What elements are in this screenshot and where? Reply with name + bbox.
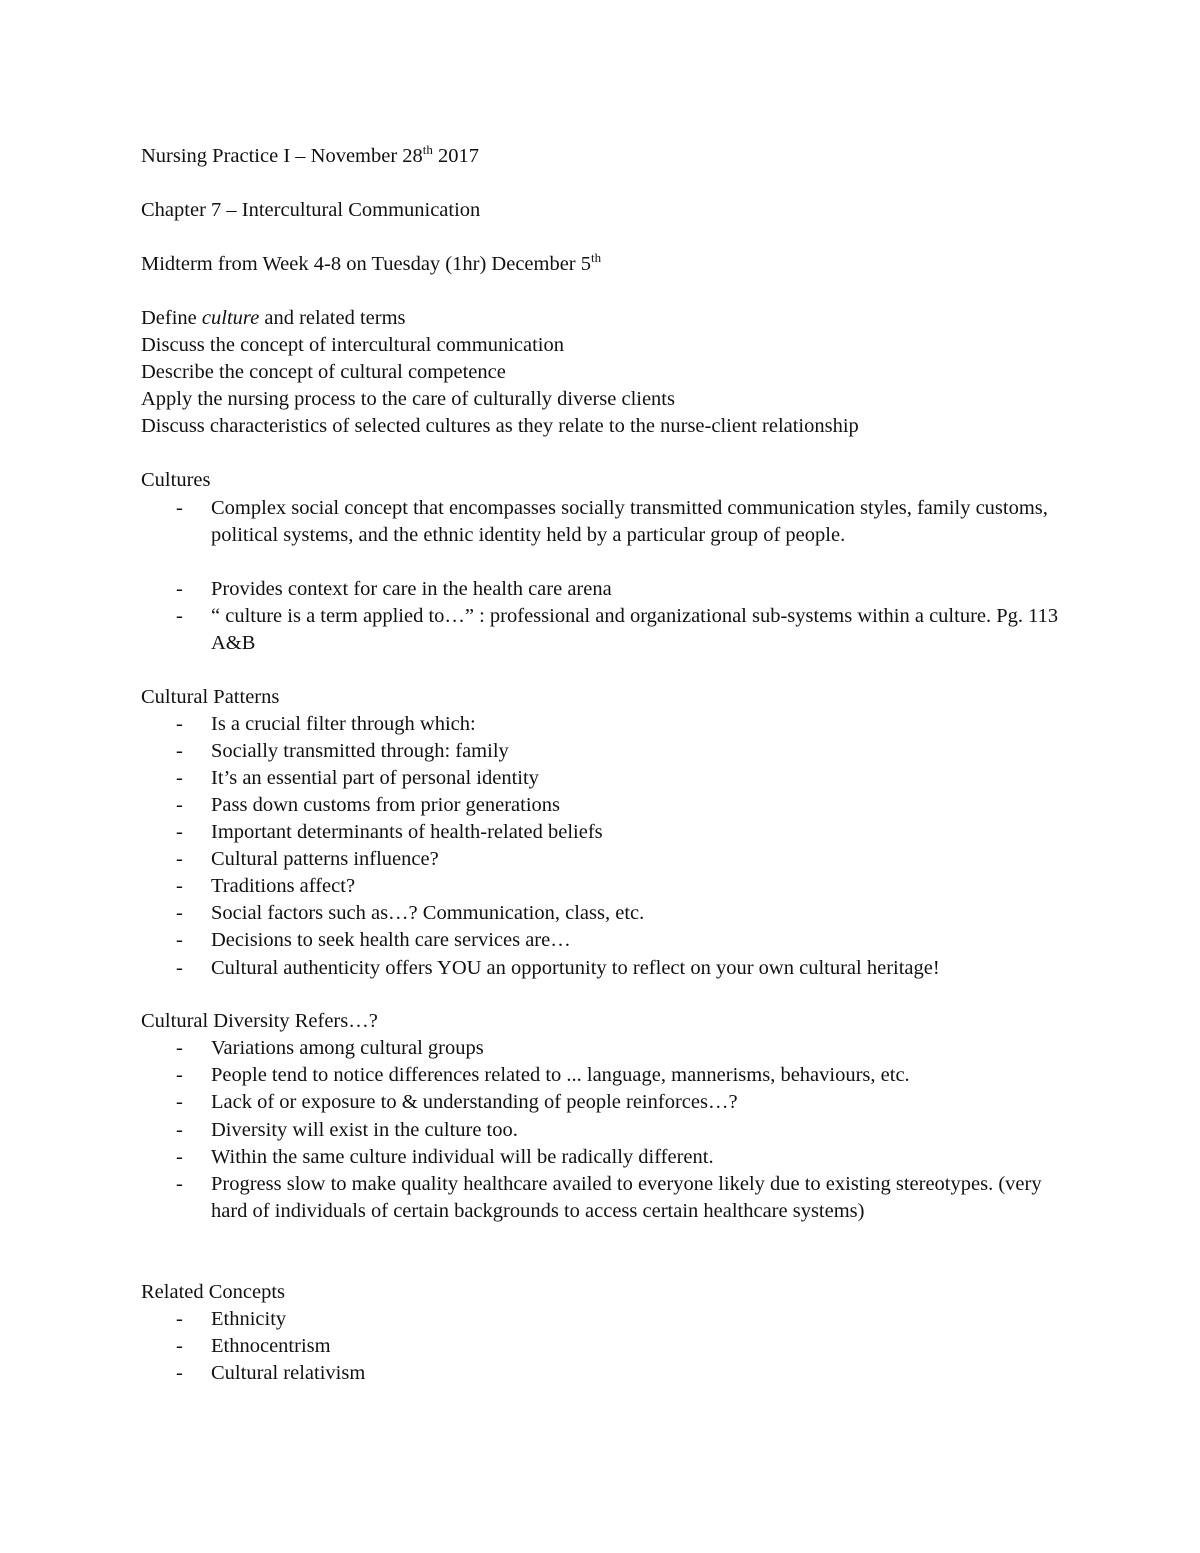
bullet-text: Cultural patterns influence? — [211, 848, 439, 870]
bullet-text: People tend to notice differences related to ... language, mannerisms, behaviours, etc. — [211, 1064, 910, 1086]
objective-line: Discuss the concept of intercultural communication — [141, 334, 564, 356]
bullet-text: Diversity will exist in the culture too. — [211, 1119, 518, 1141]
bullet-text: Ethnicity — [211, 1308, 287, 1330]
bullet-dash: - — [176, 1335, 183, 1357]
objective-line: Apply the nursing process to the care of culturally diverse clients — [141, 388, 675, 410]
bullet-dash: - — [176, 767, 183, 789]
bullet-dash: - — [176, 578, 183, 600]
bullet-text: Important determinants of health-related beliefs — [211, 821, 603, 843]
midterm-note — [141, 251, 601, 279]
document-title — [141, 143, 479, 171]
bullet-text: Cultural authenticity offers YOU an opportunity to reflect on your own cultural heritage! — [211, 957, 940, 979]
bullet-text: Pass down customs from prior generations — [211, 794, 561, 816]
bullet-text: Social factors such as…? Communication, class, etc. — [211, 902, 645, 924]
objective-emphasis: culture — [201, 307, 260, 329]
chapter-heading: Chapter 7 – Intercultural Communication — [141, 199, 481, 221]
title-text: Nursing Practice I – November 28 — [141, 145, 423, 167]
bullet-text: Is a crucial filter through which: — [211, 713, 476, 735]
bullet-dash: - — [176, 605, 183, 627]
bullet-text: Lack of or exposure to & understanding of people reinforces…? — [211, 1091, 738, 1113]
bullet-text: Cultural relativism — [211, 1362, 366, 1384]
bullet-text: Variations among cultural groups — [211, 1037, 484, 1059]
bullet-dash: - — [176, 794, 183, 816]
bullet-dash: - — [176, 740, 183, 762]
bullet-dash: - — [176, 1173, 183, 1195]
bullet-text: Provides context for care in the health care arena — [211, 578, 612, 600]
bullet-dash: - — [176, 1119, 183, 1141]
bullet-dash: - — [176, 929, 183, 951]
bullet-dash: - — [176, 848, 183, 870]
bullet-dash: - — [176, 713, 183, 735]
objective-line — [141, 305, 406, 332]
objective-line: Discuss characteristics of selected cultures as they relate to the nurse-client relationship — [141, 415, 859, 437]
title-year: 2017 — [432, 145, 480, 167]
bullet-dash: - — [176, 497, 183, 519]
midterm-superscript: th — [591, 250, 602, 265]
section-heading: Related Concepts — [141, 1281, 286, 1303]
bullet-dash: - — [176, 1308, 183, 1330]
section-heading: Cultural Diversity Refers…? — [141, 1010, 378, 1032]
objective-text: and related terms — [259, 307, 406, 329]
bullet-text: “ culture is a term applied to…” : professional and organizational sub-systems within a culture. Pg. 113 A&B — [211, 605, 1059, 655]
bullet-dash: - — [176, 1064, 183, 1086]
bullet-text: Ethnocentrism — [211, 1335, 331, 1357]
bullet-text: Socially transmitted through: family — [211, 740, 509, 762]
objective-line: Describe the concept of cultural competence — [141, 361, 506, 383]
bullet-text: Complex social concept that encompasses socially transmitted communication styles, family customs, political systems, and the ethnic identity held by a particular group of people. — [211, 497, 1048, 547]
bullet-dash: - — [176, 1091, 183, 1113]
section-heading: Cultures — [141, 469, 211, 491]
bullet-text: Traditions affect? — [211, 875, 356, 897]
bullet-dash: - — [176, 902, 183, 924]
section-heading: Cultural Patterns — [141, 686, 280, 708]
bullet-text: Progress slow to make quality healthcare availed to everyone likely due to existing stereotypes. (very hard of individuals of certain backgrounds to access certain healthcare systems) — [211, 1173, 1042, 1223]
bullet-dash: - — [176, 1037, 183, 1059]
bullet-dash: - — [176, 875, 183, 897]
title-superscript: th — [422, 142, 433, 157]
objective-text: Define — [141, 307, 202, 329]
bullet-text: It’s an essential part of personal identity — [211, 767, 539, 789]
bullet-dash: - — [176, 821, 183, 843]
bullet-dash: - — [176, 1362, 183, 1384]
bullet-text: Decisions to seek health care services are… — [211, 929, 571, 951]
bullet-dash: - — [176, 1146, 183, 1168]
midterm-text: Midterm from Week 4-8 on Tuesday (1hr) December 5 — [141, 253, 592, 275]
bullet-dash: - — [176, 957, 183, 979]
bullet-text: Within the same culture individual will be radically different. — [211, 1146, 714, 1168]
